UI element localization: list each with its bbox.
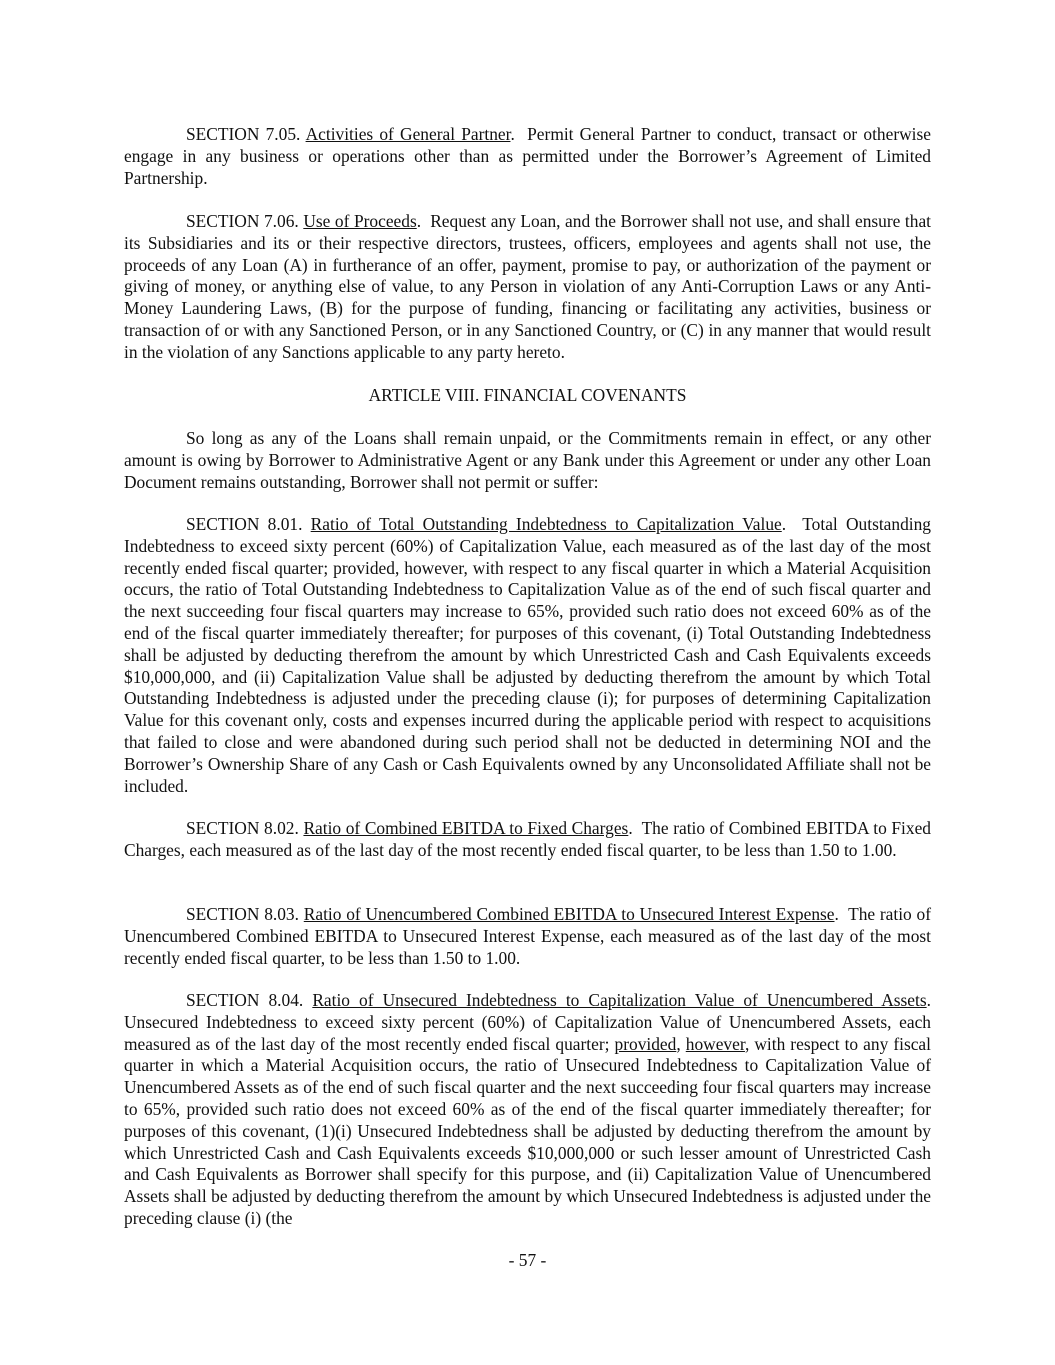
section-label: SECTION 8.04. xyxy=(186,990,304,1010)
section-body-part-a: Unsecured Indebtedness to exceed sixty percent (60%) of Capitalization Value of Unencumbered Assets, each measured as of the last day of the most recently ended fiscal quarter; xyxy=(124,1011,931,1054)
section-title: Ratio of Combined EBITDA to Fixed Charges xyxy=(303,818,629,838)
section-7-05: SECTION 7.05. Activities of General Partner. Permit General Partner to conduct, transact or otherwise engage in any business or operations other than as permitted under the Borrower’s Agreement of Limited Partnership. xyxy=(124,124,931,188)
article-intro: So long as any of the Loans shall remain unpaid, or the Commitments remain in effect, or any other amount is owing by Borrower to Administrative Agent or any Bank under this Agreement or under any other Loan Document remains outstanding, Borrower shall not permit or suffer: xyxy=(124,428,931,492)
article-heading: ARTICLE VIII. FINANCIAL COVENANTS xyxy=(368,385,687,405)
section-body-part-b: with respect to any fiscal quarter in which a Material Acquisition occurs, the ratio of Unsecured Indebtedness to Capitalization Value of Unencumbered Assets as of the end of such fiscal quarter and the next succeeding four fiscal quarters may increase to 65%, provided such ratio does not exceed 60% as of the end of the fiscal quarter immediately thereafter; for purposes of this covenant, (1)(i) Unsecured Indebtedness shall be adjusted by deducting therefrom the amount by which Unrestricted Cash and Cash Equivalents exceeds $10,000,000 or such lesser amount of Unrestricted Cash and Cash Equivalents as Borrower shall specify for this purpose, and (ii) Capitalization Value of Unencumbered Assets shall be adjusted by deducting therefrom the amount by which Unsecured Indebtedness is adjusted under the preceding clause (i) (the xyxy=(124,1033,931,1228)
section-8-03: SECTION 8.03. Ratio of Unencumbered Combined EBITDA to Unsecured Interest Expense. The ratio of Unencumbered Combined EBITDA to Unsecured Interest Expense, each measured as of the last day of the most recently ended fiscal quarter, to be less than 1.50 to 1.00. xyxy=(124,904,932,968)
provided-term: provided xyxy=(614,1033,677,1054)
section-body: The ratio of Combined EBITDA to Fixed Charges, each measured as of the last day of the most recently ended fiscal quarter, to be less than 1.50 to 1.00. xyxy=(124,818,931,860)
section-8-04: SECTION 8.04. Ratio of Unsecured Indebtedness to Capitalization Value of Unencumbered Assets. Unsecured Indebtedness to exceed sixty percent (60%) of Capitalization Value of Unencumbered Assets, each measured as of the last day of the most recently ended fiscal quarter; provided, however, with respect to any fiscal quarter in which a Material Acquisition occurs, the ratio of Unsecured Indebtedness to Capitalization Value of Unencumbered Assets as of the end of such fiscal quarter and the next succeeding four fiscal quarters may increase to 65%, provided such ratio does not exceed 60% as of the end of the fiscal quarter immediately thereafter; for purposes of this covenant, (1)(i) Unsecured Indebtedness shall be adjusted by deducting therefrom the amount by which Unrestricted Cash and Cash Equivalents exceeds $10,000,000 or such lesser amount of Unrestricted Cash and Cash Equivalents as Borrower shall specify for this purpose, and (ii) Capitalization Value of Unencumbered Assets shall be adjusted by deducting therefrom the amount by which Unsecured Indebtedness is adjusted under the preceding clause (i) (the xyxy=(124,990,931,1228)
section-label: SECTION 7.05. xyxy=(186,124,301,144)
section-title: Use of Proceeds xyxy=(303,211,417,231)
section-body: The ratio of Unencumbered Combined EBITDA to Unsecured Interest Expense, each measured as of the last day of the most recently ended fiscal quarter, to be less than 1.50 to 1.00. xyxy=(124,904,932,968)
section-title: Ratio of Unsecured Indebtedness to Capitalization Value of Unencumbered Assets xyxy=(312,990,927,1010)
section-8-02: SECTION 8.02. Ratio of Combined EBITDA to Fixed Charges. The ratio of Combined EBITDA to Fixed Charges, each measured as of the last day of the most recently ended fiscal quarter, to be less than 1.50 to 1.00. xyxy=(124,818,931,860)
page-number: - 57 - xyxy=(508,1250,547,1270)
section-label: SECTION 8.03. xyxy=(186,904,299,924)
section-body: Permit General Partner to conduct, transact or otherwise engage in any business or operations other than as permitted under the Borrower’s Agreement of Limited Partnership. xyxy=(124,124,931,188)
section-title: Ratio of Total Outstanding Indebtedness to Capitalization Value xyxy=(310,514,782,534)
section-title: Ratio of Unencumbered Combined EBITDA to Unsecured Interest Expense xyxy=(303,904,835,924)
section-title: Activities of General Partner xyxy=(305,124,511,144)
section-body: Request any Loan, and the Borrower shall not use, and shall ensure that its Subsidiaries and its or their respective directors, trustees, officers, employees and agents shall not use, the proceeds of any Loan (A) in furtherance of an offer, payment, promise to pay, or authorization of the payment or giving of money, or anything else of value, to any Person in violation of any Anti-Corruption Laws or any Anti-Money Laundering Laws, (B) for the purpose of funding, financing or facilitating any activities, business or transaction of or with any Sanctioned Person, or in any Sanctioned Country, or (C) in any manner that would result in the violation of any Sanctions applicable to any party hereto. xyxy=(124,211,931,362)
section-7-06: SECTION 7.06. Use of Proceeds. Request any Loan, and the Borrower shall not use, and shall ensure that its Subsidiaries and its or their respective directors, trustees, officers, employees and agents shall not use, the proceeds of any Loan (A) in furtherance of an offer, payment, promise to pay, or authorization of the payment or giving of money, or anything else of value, to any Person in violation of any Anti-Corruption Laws or any Anti-Money Laundering Laws, (B) for the purpose of funding, financing or facilitating any activities, business or transaction of or with any Sanctioned Person, or in any Sanctioned Country, or (C) in any manner that would result in the violation of any Sanctions applicable to any party hereto. xyxy=(124,211,931,362)
section-body: Total Outstanding Indebtedness to exceed sixty percent (60%) of Capitalization Value, each measured as of the last day of the most recently ended fiscal quarter; provided, however, with respect to any fiscal quarter in which a Material Acquisition occurs, the ratio of Total Outstanding Indebtedness to Capitalization Value as of the end of such fiscal quarter and the next succeeding four fiscal quarters may increase to 65%, provided such ratio does not exceed 60% as of the end of the fiscal quarter immediately thereafter; for purposes of this covenant, (i) Total Outstanding Indebtedness shall be adjusted by deducting therefrom the amount by which Unrestricted Cash and Cash Equivalents exceeds $10,000,000, and (ii) Capitalization Value shall be adjusted by deducting therefrom the amount by which Total Outstanding Indebtedness is adjusted under the preceding clause (i); for purposes of determining Capitalization Value for this covenant only, costs and expenses incurred during the applicable period with respect to acquisitions that failed to close and were abandoned during such period shall not be deducted in determining NOI and the Borrower’s Ownership Share of any Cash or Cash Equivalents owned by any Unconsolidated Affiliate shall not be included. xyxy=(124,514,931,796)
section-8-01: SECTION 8.01. Ratio of Total Outstanding Indebtedness to Capitalization Value. Total Outstanding Indebtedness to exceed sixty percent (60%) of Capitalization Value, each measured as of the last day of the most recently ended fiscal quarter; provided, however, with respect to any fiscal quarter in which a Material Acquisition occurs, the ratio of Total Outstanding Indebtedness to Capitalization Value as of the end of such fiscal quarter and the next succeeding four fiscal quarters may increase to 65%, provided such ratio does not exceed 60% as of the end of the fiscal quarter immediately thereafter; for purposes of this covenant, (i) Total Outstanding Indebtedness shall be adjusted by deducting therefrom the amount by which Unrestricted Cash and Cash Equivalents exceeds $10,000,000, and (ii) Capitalization Value shall be adjusted by deducting therefrom the amount by which Total Outstanding Indebtedness is adjusted under the preceding clause (i); for purposes of determining Capitalization Value for this covenant only, costs and expenses incurred during the applicable period with respect to acquisitions that failed to close and were abandoned during such period shall not be deducted in determining NOI and the Borrower’s Ownership Share of any Cash or Cash Equivalents owned by any Unconsolidated Affiliate shall not be included. xyxy=(124,514,931,796)
section-label: SECTION 8.02. xyxy=(186,818,299,838)
section-label: SECTION 8.01. xyxy=(186,514,303,534)
however-term: however xyxy=(685,1033,745,1054)
section-label: SECTION 7.06. xyxy=(186,211,299,231)
